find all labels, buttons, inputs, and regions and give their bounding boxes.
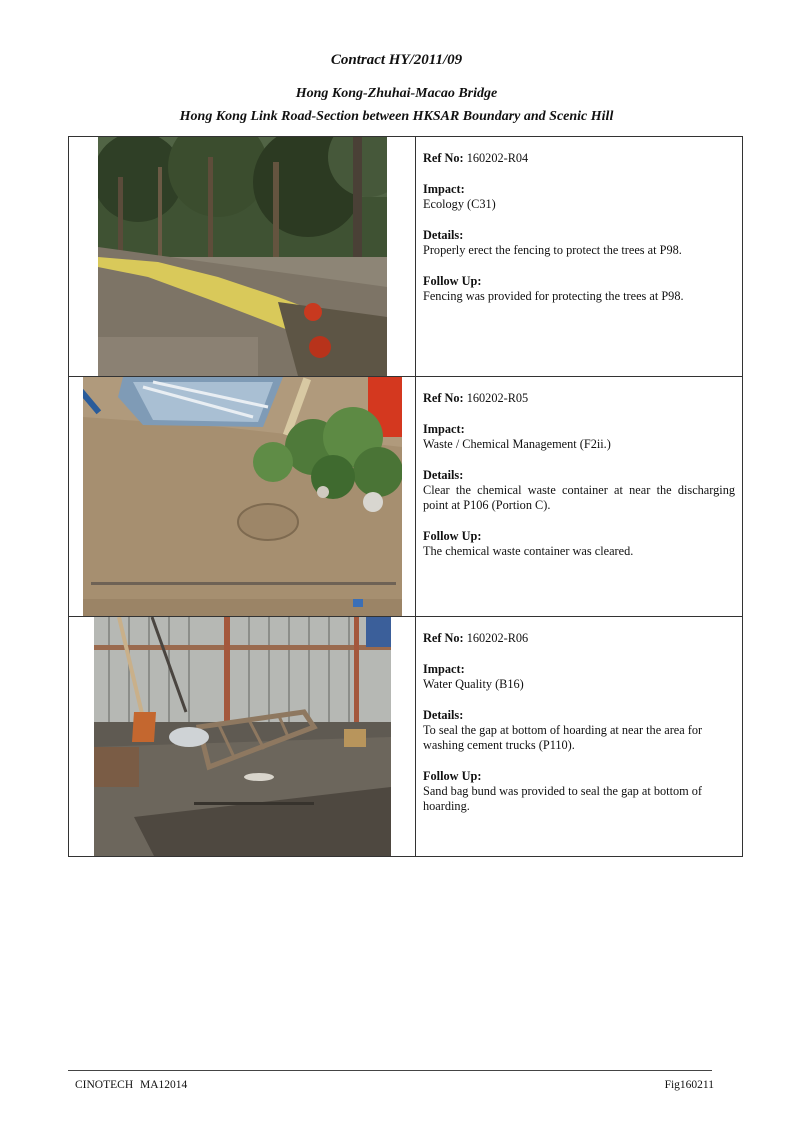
- site-photo-hoarding-gap: [94, 617, 391, 856]
- follow-up-value: Sand bag bund was provided to seal the gap at bottom of hoarding.: [423, 784, 703, 813]
- impact-label: Impact:: [423, 422, 465, 436]
- impact-value: Water Quality (B16): [423, 677, 524, 691]
- ref-no-value: 160202-R05: [466, 391, 529, 405]
- ref-no-label: Ref No:: [423, 151, 464, 165]
- details-value: Clear the chemical waste container at near the discharging point at P106 (Portion C).: [423, 483, 735, 512]
- impact-label: Impact:: [423, 662, 465, 676]
- record-details-cell: [416, 617, 743, 857]
- photo-cell: [69, 617, 416, 857]
- impact-value: Waste / Chemical Management (F2ii.): [423, 437, 611, 451]
- follow-up-value: Fencing was provided for protecting the trees at P98.: [423, 289, 684, 303]
- record-details-cell: [416, 137, 743, 377]
- impact-value: Ecology (C31): [423, 197, 496, 211]
- details-label: Details:: [423, 228, 464, 242]
- ref-no-value: 160202-R04: [466, 151, 529, 165]
- table-row: [69, 137, 743, 377]
- follow-up-label: Follow Up:: [423, 529, 482, 543]
- follow-up-label: Follow Up:: [423, 769, 482, 783]
- site-photo-chemical-waste: [83, 377, 402, 616]
- details-label: Details:: [423, 468, 464, 482]
- details-label: Details:: [423, 708, 464, 722]
- section-title: Hong Kong Link Road-Section between HKSAR Boundary and Scenic Hill: [179, 109, 614, 124]
- footer-company-ref: CINOTECH MA12014: [75, 1079, 188, 1091]
- ref-no-label: Ref No:: [423, 391, 464, 405]
- ref-no-value: 160202-R06: [466, 631, 529, 645]
- footer-figure-number: Fig160211: [664, 1079, 714, 1091]
- table-row: [69, 617, 743, 857]
- details-value: To seal the gap at bottom of hoarding at near the area for washing cement trucks (P110).: [423, 723, 703, 752]
- impact-label: Impact:: [423, 182, 465, 196]
- details-value: Properly erect the fencing to protect the trees at P98.: [423, 243, 682, 257]
- contract-title: Contract HY/2011/09: [330, 52, 463, 68]
- record-details-cell: [416, 377, 743, 617]
- photo-cell: [69, 137, 416, 377]
- ref-no-label: Ref No:: [423, 631, 464, 645]
- table-row: [69, 377, 743, 617]
- project-title: Hong Kong-Zhuhai-Macao Bridge: [295, 86, 498, 101]
- follow-up-value: The chemical waste container was cleared.: [423, 544, 634, 558]
- footer-divider: [68, 1070, 712, 1071]
- follow-up-label: Follow Up:: [423, 274, 482, 288]
- site-photo-trees-fencing: [98, 137, 387, 376]
- photo-cell: [69, 377, 416, 617]
- records-table: [68, 136, 743, 857]
